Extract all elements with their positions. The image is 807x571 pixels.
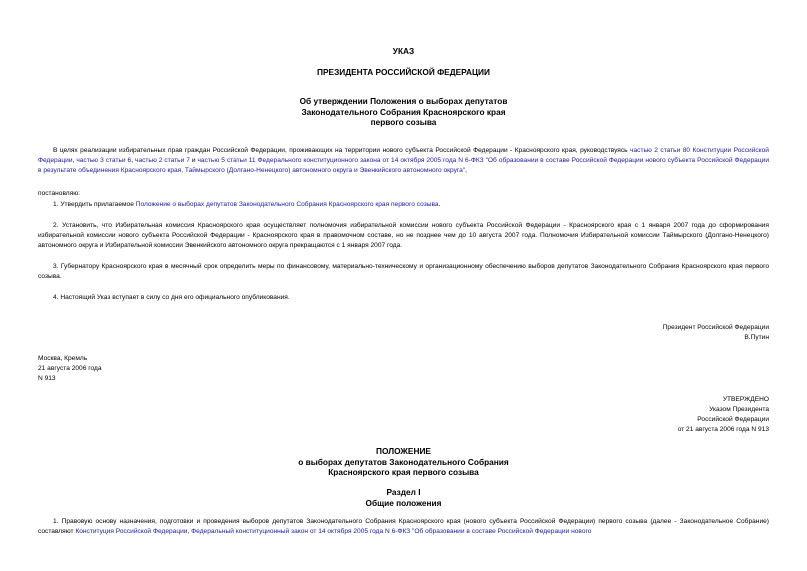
issuer-heading: ПРЕЗИДЕНТА РОССИЙСКОЙ ФЕДЕРАЦИИ [317, 67, 490, 77]
doc-type-heading: УКАЗ [392, 46, 415, 56]
doc-title-line: Об утверждении Положения о выборах депутатов [299, 96, 508, 106]
regulation-link[interactable]: Положение о выборах депутатов Законодательного Собрания Красноярского края первого созыва [135, 201, 439, 208]
preamble-sep: , [131, 157, 136, 164]
decree-number: N 913 [38, 375, 56, 382]
approved-line: Российской Федерации [697, 416, 769, 423]
regulation-subtitle-line: о выборах депутатов Законодательного Собрания [298, 456, 509, 467]
fkz-link[interactable]: Федеральный конституционный закон от 14 октября 2005 года N 6-ФКЗ "Об образовании в составе Российской Федерации нового [191, 528, 592, 535]
date: 21 августа 2006 года [38, 365, 102, 372]
approved-line: Указом Президента [709, 406, 769, 413]
approved-line: УТВЕРЖДЕНО [722, 396, 769, 403]
decree-item-1-text: 1. Утвердить прилагаемое [53, 201, 136, 208]
regulation-paragraph-1 [38, 517, 769, 537]
signature-name: В.Путин [744, 334, 769, 341]
section-title: Общие положения [365, 497, 442, 508]
approved-block [38, 395, 769, 435]
preamble-sep: и [189, 157, 198, 164]
preamble-paragraph [38, 146, 769, 176]
place-date-block [38, 354, 769, 384]
decree-item-4: 4. Настоящий Указ вступает в силу со дня его официального опубликования. [53, 294, 290, 301]
postanovlyayu-label: постановляю: [38, 190, 81, 197]
preamble-sep: , [72, 157, 77, 164]
regulation-heading [38, 446, 769, 478]
doc-title-line: первого созыва [370, 117, 437, 127]
doc-title [38, 96, 769, 128]
regulation-p1-text: 1. Правовую основу назначения, подготовки и проведения выборов депутатов Законодательного Собрания Красноярского края (нового субъекта Российской Федерации) первого созыва (далее - Законодательное Собрание) составляют [38, 518, 769, 535]
signature-position: Президент Российской Федерации [662, 324, 769, 331]
regulation-p1-sep: , [187, 528, 192, 535]
article7-link[interactable]: частью 2 статьи 7 [135, 157, 190, 164]
constitution-link-2[interactable]: Конституция Российской Федерации [75, 528, 188, 535]
section-heading [38, 487, 769, 508]
preamble-text: В целях реализации избирательных прав граждан Российской Федерации, проживающих на территории нового субъекта Российской Федерации - Красноярского края, руководствуясь [53, 147, 631, 154]
decree-item-1 [38, 200, 769, 210]
place: Москва, Кремль [38, 355, 88, 362]
decree-item-3: 3. Губернатору Красноярского края в месячный срок определить меры по финансовому, материально-техническому и организационному обеспечению выборов депутатов Законодательного Собрания Красноярского края первого созыва. [38, 263, 769, 280]
regulation-subtitle-line: Красноярского края первого созыва [328, 467, 479, 477]
regulation-title: ПОЛОЖЕНИЕ [376, 446, 431, 456]
preamble-end: , [465, 167, 468, 174]
article11-link[interactable]: частью 5 статьи 11 Федерального конституционного закона от 14 октября 2005 года N 6-ФКЗ "Об образовании в составе Российской Федерации нового субъекта Российской Федерации в результате объединения Красноярского края, Таймырского (Долгано-Ненецкого) автономного округа и Эвенкийского автономного округа" [38, 157, 769, 174]
approved-line: от 21 августа 2006 года N 913 [677, 426, 769, 433]
decree-item-2: 2. Установить, что Избирательная комиссия Красноярского края осуществляет полномочия избирательной комиссии нового субъекта Российской Федерации - Красноярского края с 1 января 2007 года до сформирования избирательной комиссии нового субъекта Российской Федерации - Красноярского края в правомочном составе, но не позднее чем до 10 августа 2007 года. Полномочия Избирательной комиссии Таймырского (Долгано-Ненецкого) автономного округа и Избирательной комиссии Эвенкийского автономного округа прекращаются с 1 января 2007 года. [38, 222, 769, 249]
doc-title-line: Законодательного Собрания Красноярского края [301, 106, 506, 117]
section-number: Раздел I [386, 487, 421, 497]
constitution-link[interactable]: частью 2 статьи 80 Конституции Российской Федерации [38, 147, 769, 164]
decree-item-1-end: . [438, 201, 441, 208]
signature-block [38, 323, 769, 343]
article6-link[interactable]: частью 3 статьи 6 [76, 157, 132, 164]
